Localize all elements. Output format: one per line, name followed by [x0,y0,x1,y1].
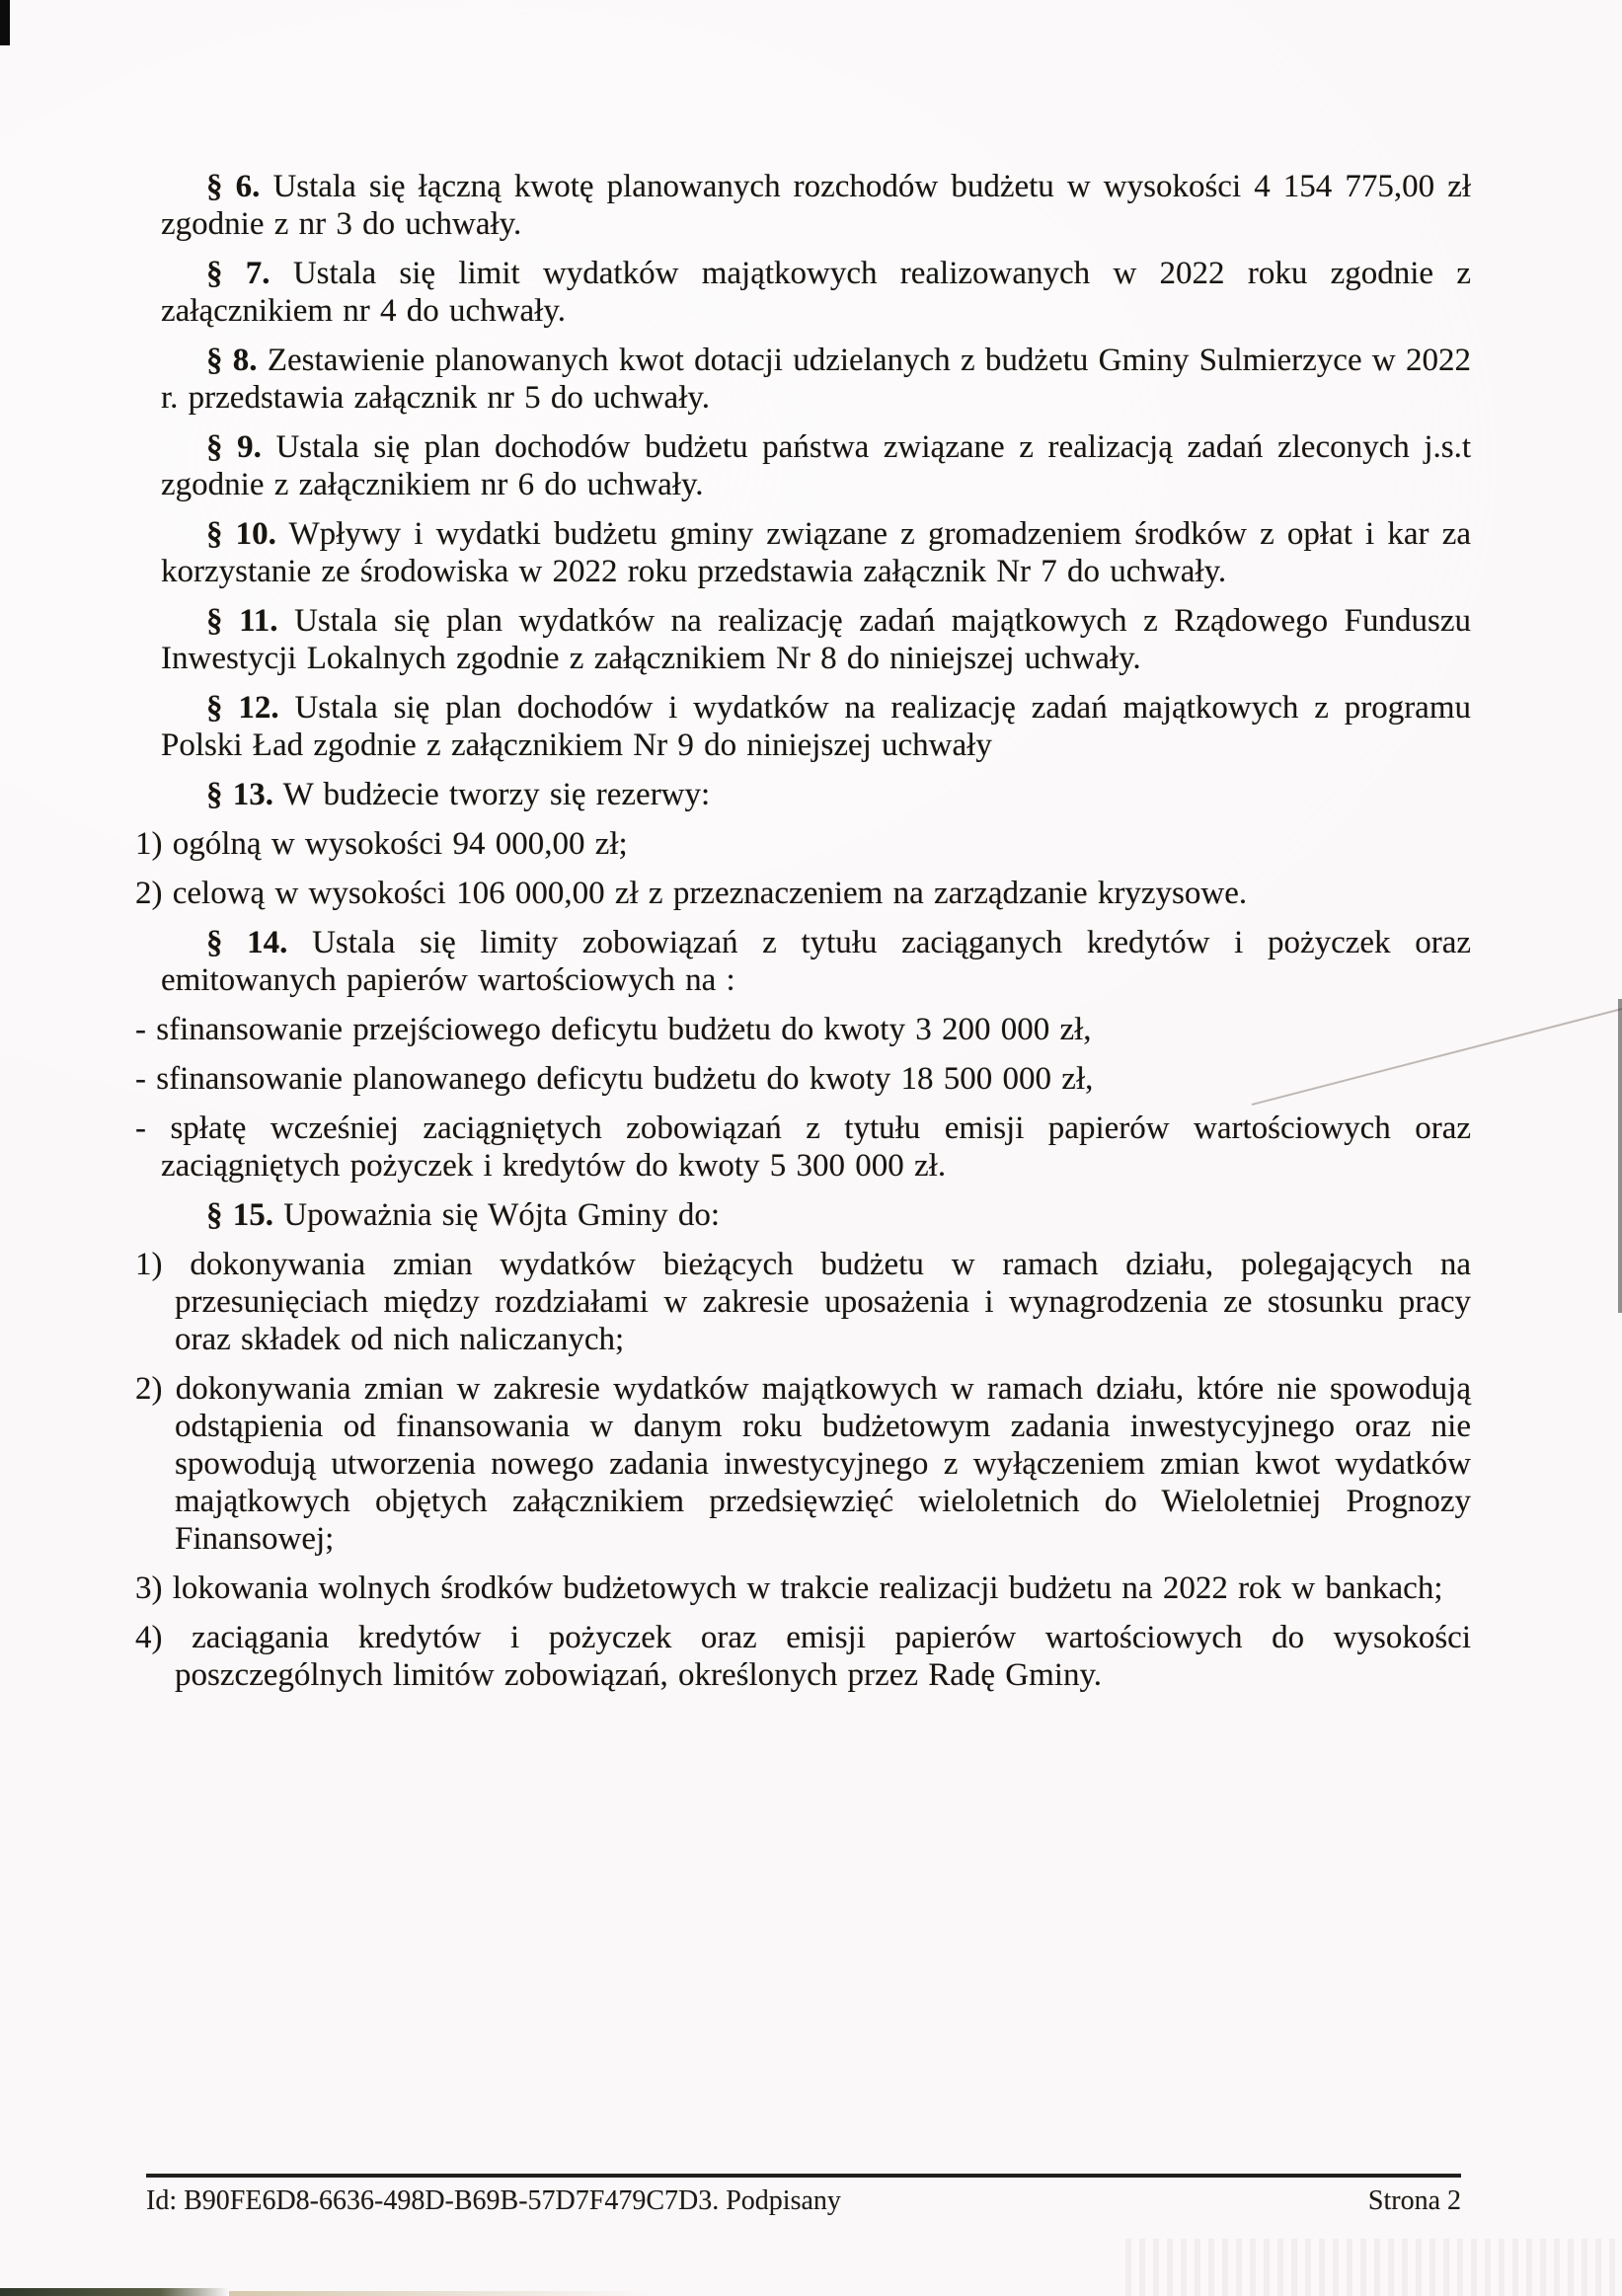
item-marker: 1) [135,826,163,862]
paragraph-section-8 [161,342,1471,417]
section-marker: § 15. [206,1197,273,1233]
section-text: Ustala się plan wydatków na realizację zadań majątkowych z Rządowego Funduszu Inwestycji Lokalnych zgodnie z załącznikiem Nr 8 do niniejszej uchwały. [161,603,1472,676]
scan-artifact-bottom-strip [0,2288,229,2296]
list-item-13-1 [135,825,1471,863]
dash-item-14-1 [135,1011,1471,1048]
item-text: lokowania wolnych środków budżetowych w trakcie realizacji budżetu na 2022 rok w bankach; [172,1570,1443,1606]
section-text: Wpływy i wydatki budżetu gminy związane z gromadzeniem środków z opłat i kar za korzystanie ze środowiska w 2022 roku przedstawia załącznik Nr 7 do uchwały. [161,516,1471,589]
section-marker: § 13. [206,777,273,812]
dash-marker: - [135,1110,146,1146]
paragraph-section-15 [161,1196,1471,1234]
section-text: Ustala się plan dochodów budżetu państwa związane z realizacją zadań zleconych j.s.t zgodnie z załącznikiem nr 6 do uchwały. [161,429,1472,502]
document-body [135,156,1472,1694]
paragraph-section-10 [161,515,1471,590]
section-text: W budżecie tworzy się rezerwy: [282,777,711,812]
dash-marker: - [135,1061,146,1097]
list-item-15-3 [135,1569,1471,1607]
dash-item-14-3 [135,1110,1471,1185]
section-marker: § 9. [206,429,262,465]
scan-artifact-mottling [1125,2239,1622,2296]
section-text: Ustala się plan dochodów i wydatków na realizację zadań majątkowych z programu Polski Ład zgodnie z załącznikiem Nr 9 do niniejszej uchwały [161,690,1471,763]
section-text: Ustala się limit wydatków majątkowych realizowanych w 2022 roku zgodnie z załącznikiem nr 4 do uchwały. [161,256,1471,329]
paragraph-section-11 [161,602,1471,677]
item-text: zaciągania kredytów i pożyczek oraz emisji papierów wartościowych do wysokości poszczególnych limitów zobowiązań, określonych przez Radę Gminy. [175,1620,1471,1693]
item-text: dokonywania zmian w zakresie wydatków majątkowych w ramach działu, które nie spowodują odstąpienia od finansowania w danym roku budżetowym zadania inwestycyjnego oraz nie spowodują utworzenia nowego zadania inwestycyjnego z wyłączeniem zmian kwot wydatków majątkowych objętych załącznikiem przedsięwzięć wieloletnich do Wieloletniej Prognozy Finansowej; [175,1371,1471,1557]
section-marker: § 12. [206,690,279,726]
document-id: Id: B90FE6D8-6636-498D-B69B-57D7F479C7D3. Podpisany [146,2185,841,2216]
paragraph-section-6 [161,168,1471,243]
item-text: spłatę wcześniej zaciągniętych zobowiązań z tytułu emisji papierów wartościowych oraz zaciągniętych pożyczek i kredytów do kwoty 5 300 000 zł. [161,1110,1472,1184]
item-text: ogólną w wysokości 94 000,00 zł; [172,826,628,862]
item-text: dokonywania zmian wydatków bieżących budżetu w ramach działu, polegających na przesunięciach między rozdziałami w zakresie uposażenia i wynagrodzenia ze stosunku pracy oraz składek od nich naliczanych; [175,1247,1471,1357]
dash-marker: - [135,1012,146,1047]
section-text: Zestawienie planowanych kwot dotacji udzielanych z budżetu Gminy Sulmierzyce w 2022 r. przedstawia załącznik nr 5 do uchwały. [161,343,1472,416]
item-marker: 1) [135,1247,163,1282]
paragraph-section-14 [161,924,1471,999]
section-marker: § 8. [206,343,258,378]
footer-divider [146,2174,1461,2178]
list-item-15-4 [135,1619,1471,1694]
paragraph-section-7 [161,255,1471,330]
section-marker: § 7. [206,256,270,291]
section-text: Ustala się łączną kwotę planowanych rozchodów budżetu w wysokości 4 154 775,00 zł zgodnie z nr 3 do uchwały. [161,169,1472,242]
paragraph-section-9 [161,428,1471,503]
paragraph-section-13 [161,776,1471,813]
section-marker: § 11. [206,603,278,639]
scan-artifact-right-edge [1618,999,1622,1313]
page-footer [146,2174,1461,2217]
scan-artifact-top-left [0,0,10,45]
list-item-13-2 [135,875,1471,912]
paragraph-section-12 [161,689,1471,764]
section-marker: § 10. [206,516,276,552]
item-marker: 2) [135,1371,163,1407]
item-text: sfinansowanie przejściowego deficytu budżetu do kwoty 3 200 000 zł, [156,1012,1092,1047]
list-item-15-1 [135,1246,1471,1358]
item-marker: 2) [135,876,163,911]
page-number: Strona 2 [1367,2185,1461,2216]
item-marker: 3) [135,1570,163,1606]
dash-item-14-2 [135,1060,1471,1098]
item-text: sfinansowanie planowanego deficytu budżetu do kwoty 18 500 000 zł, [156,1061,1094,1097]
section-text: Ustala się limity zobowiązań z tytułu zaciąganych kredytów i pożyczek oraz emitowanych papierów wartościowych na : [161,925,1472,998]
scan-artifact-bottom-fade [229,2291,654,2296]
section-marker: § 6. [206,169,261,204]
section-marker: § 14. [206,925,288,960]
item-marker: 4) [135,1620,163,1655]
section-text: Upoważnia się Wójta Gminy do: [283,1197,721,1233]
list-item-15-2 [135,1370,1471,1558]
item-text: celową w wysokości 106 000,00 zł z przeznaczeniem na zarządzanie kryzysowe. [172,876,1248,911]
